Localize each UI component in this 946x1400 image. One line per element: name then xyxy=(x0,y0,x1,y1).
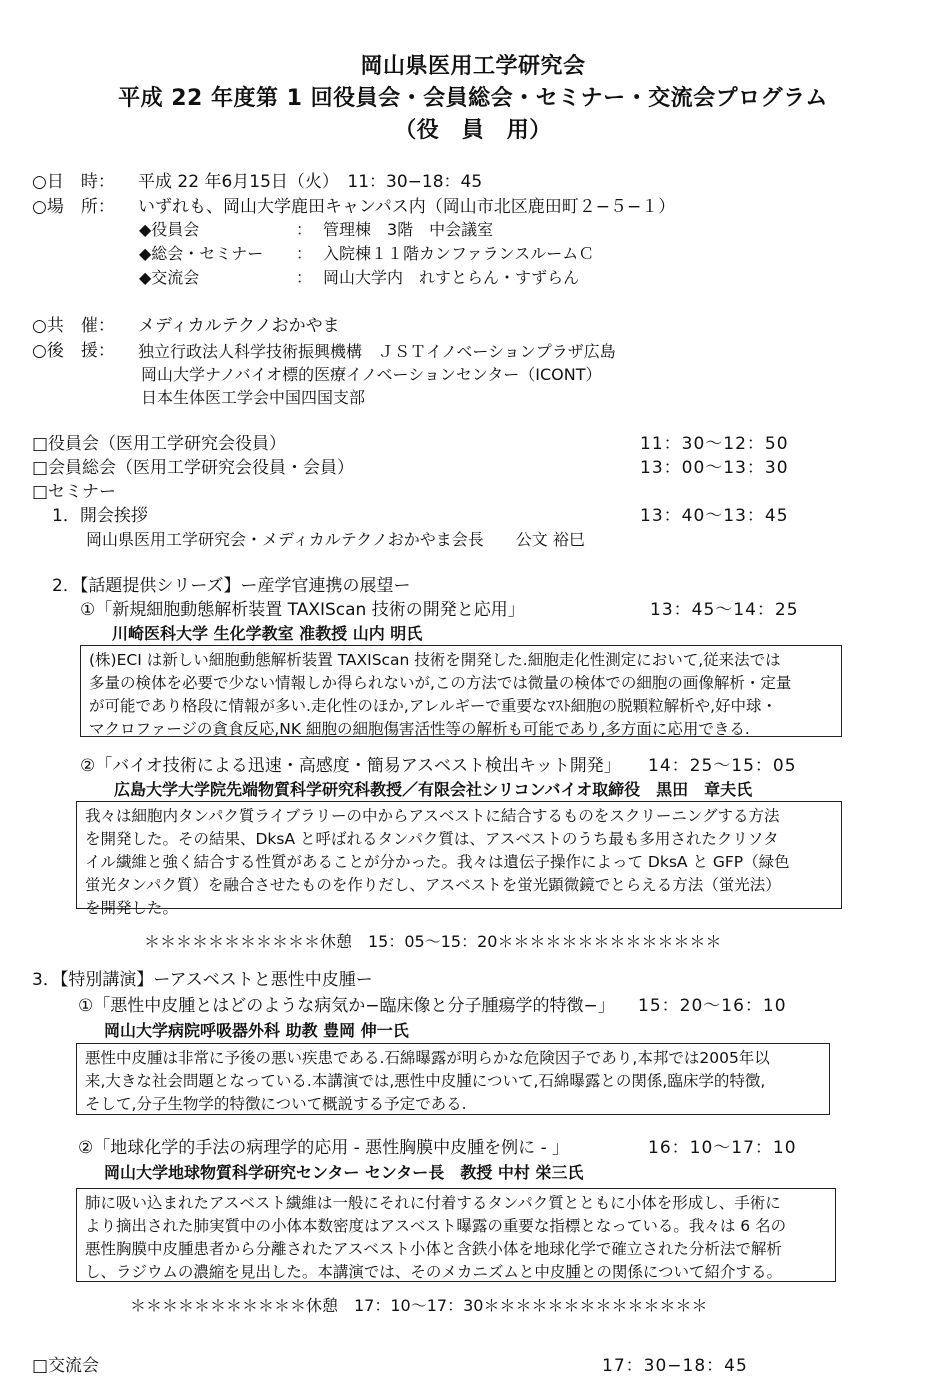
talk4-speaker: 岡山大学地球物質科学研究センター センター長 教授 中村 栄三氏 xyxy=(104,1163,584,1182)
opening-label: 1．開会挨拶 xyxy=(52,506,148,526)
special-lecture-label: 3．【特別講演】ーアスベストと悪性中皮腫ー xyxy=(32,970,373,990)
abstract-line: より摘出された肺実質中の小体本数密度はアスベスト曝露の重要な指標となっている。我々は 6 名の xyxy=(85,1217,787,1235)
talk4-time: 16：10〜17：10 xyxy=(648,1138,797,1158)
org-title: 岡山県医用工学研究会 xyxy=(360,54,586,79)
abstract-line: (株)ECI は新しい細胞動態解析装置 TAXIScan 技術を開発した.細胞走化性測定において,従来法では xyxy=(89,651,781,669)
place-value: いずれも、岡山大学鹿田キャンパス内（岡山市北区鹿田町２−５−１） xyxy=(138,197,676,217)
abstract-line: 悪性胸膜中皮腫患者から分離されたアスベスト小体と含鉄小体を地球化学で確立された分析法で解析 xyxy=(85,1240,782,1258)
place-label: ○場 所： xyxy=(32,197,115,217)
venue-name: ◆交流会 xyxy=(139,268,200,287)
general-meeting-label: □会員総会（医用工学研究会役員・会員） xyxy=(32,458,355,478)
series-label: 2．【話題提供シリーズ】ー産学官連携の展望ー xyxy=(52,576,411,596)
seminar-label: □セミナー xyxy=(32,482,117,502)
venue-sep: ： xyxy=(296,268,313,287)
venue-sep: ： xyxy=(296,220,313,239)
abstract-line: 来,大きな社会問題となっている.本講演では,悪性中皮腫について,石綿曝露との関係,臨床学的特徴, xyxy=(85,1072,766,1090)
social-time: 17：30−18：45 xyxy=(602,1356,748,1376)
talk1-abstract xyxy=(80,645,842,737)
abstract-line: 悪性中皮腫は非常に予後の悪い疾患である.石綿曝露が明らかな危険因子であり,本邦では2005年以 xyxy=(85,1049,770,1067)
opening-time: 13：40〜13：45 xyxy=(640,506,789,526)
talk1-title: ①「新規細胞動態解析装置 TAXIScan 技術の開発と応用」 xyxy=(80,600,525,620)
host-value: メディカルテクノおかやま xyxy=(138,316,340,336)
date-value: 平成 22 年6月15日（火） 11：30−18：45 xyxy=(138,172,483,192)
talk4-abstract xyxy=(76,1188,836,1282)
program-title: 平成 22 年度第 1 回役員会・会員総会・セミナー・交流会プログラム xyxy=(118,86,828,111)
break-notice: ＊＊＊＊＊＊＊＊＊＊＊休憩 17：10〜17：30＊＊＊＊＊＊＊＊＊＊＊＊＊＊ xyxy=(130,1296,708,1315)
venue-name: ◆総会・セミナー xyxy=(139,244,264,263)
social-label: □交流会 xyxy=(32,1356,100,1376)
abstract-line: 多量の検体を必要で少ない情報しか得られないが,この方法では微量の検体での細胞の画像解析・定量 xyxy=(89,674,792,692)
support-org: 岡山大学ナノバイオ標的医療イノベーションセンター（ICONT） xyxy=(141,365,602,384)
talk2-title: ②「バイオ技術による迅速・高感度・簡易アスベスト検出キット開発」 xyxy=(80,756,621,776)
abstract-line: そして,分子生物学的特徴について概説する予定である. xyxy=(85,1095,467,1113)
opening-speaker: 岡山県医用工学研究会・メディカルテクノおかやま会長 公文 裕巳 xyxy=(86,530,585,549)
talk1-time: 13：45〜14：25 xyxy=(650,600,799,620)
abstract-line: マクロファージの貪食反応,NK 細胞の細胞傷害活性等の解析も可能であり,多方面に応用できる. xyxy=(89,720,750,738)
abstract-line: し、ラジウムの濃縮を見出した。本講演では、そのメカニズムと中皮腫との関係について紹介する。 xyxy=(85,1263,783,1281)
venue-sep: ： xyxy=(296,244,313,263)
talk3-time: 15：20〜16：10 xyxy=(638,996,787,1016)
talk3-abstract xyxy=(76,1043,830,1115)
break-notice: ＊＊＊＊＊＊＊＊＊＊＊休憩 15：05〜15：20＊＊＊＊＊＊＊＊＊＊＊＊＊＊ xyxy=(144,932,722,951)
talk2-abstract xyxy=(76,801,842,917)
talk2-speaker: 広島大学大学院先端物質科学研究科教授／有限会社シリコンバイオ取締役 黒田 章夫氏 xyxy=(114,780,753,799)
abstract-line: が可能であり格段に情報が多い.走化性のほか,アレルギーで重要なﾏｽﾄ細胞の脱顆粒解析や,好中球・ xyxy=(89,697,778,715)
board-meeting-label: □役員会（医用工学研究会役員） xyxy=(32,434,287,454)
venue-value: 岡山大学内 れすとらん・すずらん xyxy=(323,268,580,287)
talk3-title: ①「悪性中皮腫とはどのような病気か−臨床像と分子腫瘍学的特徴−」 xyxy=(78,996,615,1016)
abstract-line: を開発した。その結果、DksA と呼ばれるタンパク質は、アスベストのうち最も多用されたクリソタ xyxy=(85,830,779,848)
date-label: ○日 時： xyxy=(32,172,115,192)
venue-name: ◆役員会 xyxy=(139,220,200,239)
venue-value: 管理棟 3階 中会議室 xyxy=(323,220,494,239)
abstract-line: 我々は細胞内タンパク質ライブラリーの中からアスベストに結合するものをスクリーニングする方法 xyxy=(85,807,780,825)
talk4-title: ②「地球化学的手法の病理学的応用 - 悪性胸膜中皮腫を例に - 」 xyxy=(78,1138,570,1158)
talk1-speaker: 川崎医科大学 生化学教室 准教授 山内 明氏 xyxy=(112,624,423,643)
host-label: ○共 催： xyxy=(32,316,115,336)
abstract-line: 肺に吸い込まれたアスベスト繊維は一般にそれに付着するタンパク質とともに小体を形成し、手術に xyxy=(85,1194,781,1212)
support-org: 独立行政法人科学技術振興機構 ＪＳＴイノベーションプラザ広島 xyxy=(138,342,616,361)
support-label: ○後 援： xyxy=(32,341,115,361)
general-meeting-time: 13：00〜13：30 xyxy=(640,458,789,478)
abstract-line: を開発した。 xyxy=(85,899,179,917)
talk3-speaker: 岡山大学病院呼吸器外科 助教 豊岡 伸一氏 xyxy=(104,1021,409,1040)
abstract-line: 蛍光タンパク質）を融合させたものを作りだし、アスベストを蛍光顕微鏡でとらえる方法（蛍光法） xyxy=(85,876,781,894)
abstract-line: イル繊維と強く結合する性質があることが分かった。我々は遺伝子操作によって DksA と GFP（緑色 xyxy=(85,853,790,871)
talk2-time: 14：25〜15：05 xyxy=(648,756,797,776)
board-meeting-time: 11：30〜12：50 xyxy=(640,434,789,454)
support-org: 日本生体医工学会中国四国支部 xyxy=(141,388,366,407)
audience-subtitle: （役 員 用） xyxy=(394,118,552,143)
venue-value: 入院棟１１階カンファランスルームＣ xyxy=(323,244,595,263)
